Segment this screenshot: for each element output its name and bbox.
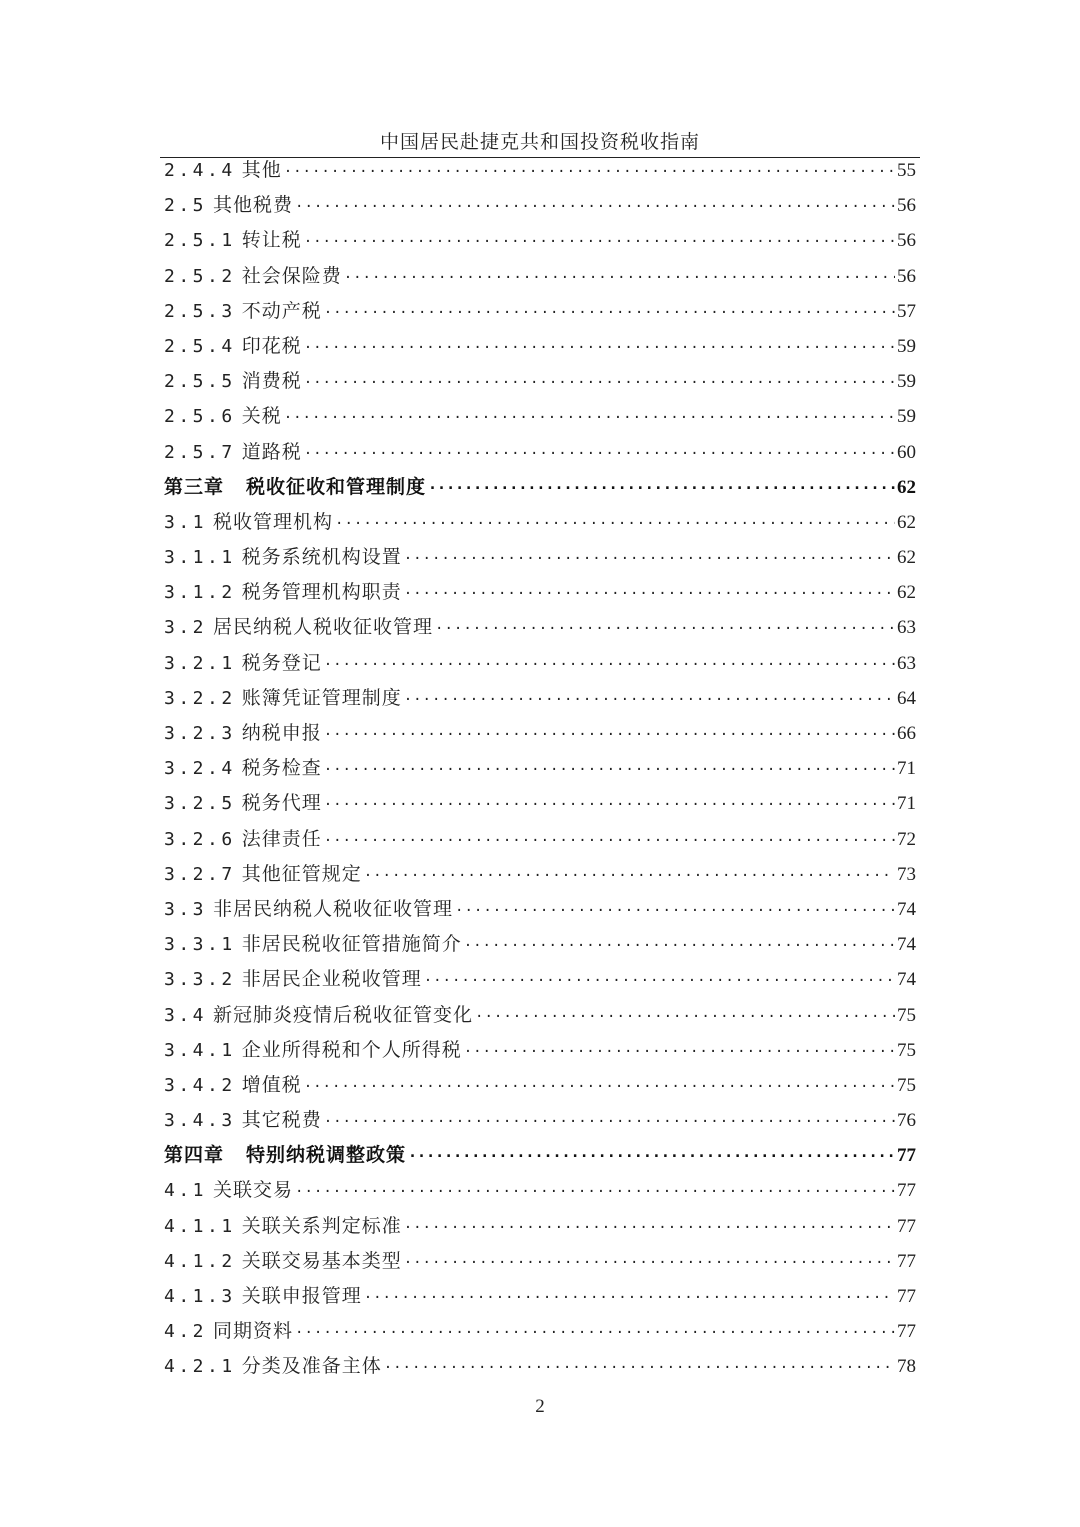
toc-dot-leader [295, 1175, 895, 1210]
toc-dot-leader [324, 788, 895, 823]
toc-dot-leader [324, 753, 895, 788]
toc-entry-page: 62 [897, 547, 916, 569]
toc-entry[interactable] [164, 329, 916, 364]
toc-entry-title: 居民纳税人税收征收管理 [213, 616, 434, 639]
toc-dot-leader [408, 1139, 895, 1174]
toc-chapter-entry[interactable] [164, 1138, 916, 1173]
toc-entry[interactable] [164, 153, 916, 188]
toc-entry-page: 66 [897, 723, 916, 744]
toc-entry-number: 4.2.1 [164, 1356, 236, 1378]
toc-dot-leader [404, 577, 895, 612]
toc-entry-page: 56 [897, 195, 916, 217]
toc-dot-leader [475, 1000, 895, 1035]
toc-entry-title: 社会保险费 [241, 264, 342, 287]
toc-entry[interactable] [164, 399, 916, 434]
toc-dot-leader [384, 1351, 895, 1386]
toc-entry-number: 3.4 [164, 1004, 208, 1026]
toc-dot-leader [404, 1211, 895, 1246]
toc-entry[interactable] [164, 1103, 916, 1138]
toc-entry-number: 3.1 [164, 511, 208, 533]
toc-entry-number: 2.5 [164, 195, 208, 217]
toc-entry[interactable] [164, 1209, 916, 1244]
toc-entry-title: 账簿凭证管理制度 [241, 686, 402, 709]
toc-entry-number: 3.4.2 [164, 1074, 236, 1096]
toc-entry-title: 税收管理机构 [213, 510, 334, 533]
toc-entry-title: 新冠肺炎疫情后税收征管变化 [213, 1003, 474, 1026]
toc-entry-page: 75 [897, 1039, 916, 1061]
toc-entry-title: 其他征管规定 [241, 862, 362, 885]
toc-entry-page: 73 [897, 863, 916, 885]
toc-entry[interactable] [164, 294, 916, 329]
toc-entry-page: 57 [897, 300, 916, 322]
toc-entry[interactable] [164, 1314, 916, 1349]
toc-dot-leader [404, 542, 895, 577]
toc-entry-page: 72 [897, 828, 916, 850]
toc-entry[interactable] [164, 998, 916, 1033]
toc-entry-page: 75 [897, 1074, 916, 1096]
toc-entry[interactable] [164, 540, 916, 575]
toc-dot-leader [404, 683, 895, 718]
toc-dot-leader [304, 225, 895, 260]
toc-entry-page: 56 [897, 265, 916, 287]
toc-entry-page: 77 [897, 1250, 916, 1272]
toc-entry-title: 税务登记 [241, 651, 322, 674]
toc-entry[interactable] [164, 505, 916, 540]
toc-entry-title: 同期资料 [213, 1320, 294, 1343]
toc-entry-number: 3.2 [164, 617, 208, 639]
toc-entry-number: 3.1.2 [164, 582, 236, 604]
toc-entry-title: 关联交易基本类型 [241, 1249, 402, 1272]
toc-entry-title: 增值税 [241, 1073, 302, 1096]
toc-entry-number: 2.5.4 [164, 335, 236, 357]
toc-entry-title: 非居民企业税收管理 [241, 968, 422, 991]
toc-entry[interactable] [164, 1033, 916, 1068]
toc-entry-number: 3.2.1 [164, 652, 236, 674]
toc-dot-leader [304, 437, 895, 472]
toc-entry-title: 特别纳税调整政策 [246, 1144, 407, 1167]
toc-entry-number: 2.4.4 [164, 160, 236, 181]
toc-entry-page: 74 [897, 934, 916, 956]
toc-entry[interactable] [164, 223, 916, 258]
toc-entry-page: 62 [897, 511, 916, 533]
toc-entry-number: 3.2.7 [164, 863, 236, 885]
toc-dot-leader [324, 1105, 895, 1140]
toc-entry-number: 3.3.1 [164, 934, 236, 956]
toc-entry-page: 64 [897, 687, 916, 709]
toc-entry-page: 77 [897, 1215, 916, 1237]
toc-entry-page: 60 [897, 441, 916, 463]
toc-entry-page: 78 [897, 1356, 916, 1378]
toc-entry[interactable] [164, 857, 916, 892]
toc-entry[interactable] [164, 1173, 916, 1208]
toc-entry-number: 4.1 [164, 1180, 208, 1202]
toc-entry-page: 56 [897, 230, 916, 252]
toc-dot-leader [455, 894, 895, 929]
toc-dot-leader [364, 859, 895, 894]
toc-dot-leader [324, 718, 895, 753]
toc-dot-leader [304, 1070, 895, 1105]
toc-entry-number: 第三章 [164, 475, 225, 498]
toc-entry-number: 3.1.1 [164, 547, 236, 569]
toc-entry[interactable] [164, 1279, 916, 1314]
toc-dot-leader [284, 401, 895, 436]
toc-chapter-entry[interactable] [164, 470, 916, 505]
toc-entry-page: 63 [897, 617, 916, 639]
toc-entry-page: 77 [897, 1145, 916, 1167]
toc-entry[interactable] [164, 259, 916, 294]
toc-entry[interactable] [164, 786, 916, 821]
toc-entry-title: 税务管理机构职责 [241, 581, 402, 604]
toc-entry[interactable] [164, 892, 916, 927]
toc-entry-number: 3.3.2 [164, 969, 236, 991]
toc-dot-leader [335, 507, 895, 542]
toc-entry[interactable] [164, 646, 916, 681]
toc-entry-title: 税收征收和管理制度 [246, 475, 427, 498]
toc-entry-number: 4.1.3 [164, 1286, 236, 1307]
toc-entry-title: 税务代理 [241, 792, 322, 815]
toc-entry-number: 4.1.2 [164, 1250, 236, 1272]
toc-dot-leader [464, 929, 895, 964]
toc-dot-leader [435, 612, 895, 647]
toc-entry[interactable] [164, 1349, 916, 1384]
toc-entry-title: 税务检查 [241, 757, 322, 780]
toc-entry[interactable] [164, 1244, 916, 1279]
toc-dot-leader [428, 471, 895, 506]
toc-entry-page: 62 [897, 582, 916, 604]
toc-entry[interactable] [164, 575, 916, 610]
toc-entry[interactable] [164, 364, 916, 399]
toc-entry-number: 3.2.6 [164, 828, 236, 850]
toc-entry-page: 77 [897, 1321, 916, 1343]
toc-entry-number: 3.2.4 [164, 758, 236, 780]
toc-entry-title: 非居民纳税人税收征收管理 [213, 897, 454, 920]
toc-entry-title: 关联申报管理 [241, 1285, 362, 1307]
toc-entry-number: 3.2.5 [164, 793, 236, 815]
toc-entry-title: 纳税申报 [241, 722, 322, 744]
toc-entry-number: 2.5.1 [164, 230, 236, 252]
toc-entry-number: 3.3 [164, 898, 208, 920]
toc-entry-title: 其他 [241, 159, 282, 181]
toc-entry-number: 3.2.2 [164, 687, 236, 709]
toc-entry-title: 不动产税 [241, 299, 322, 322]
toc-dot-leader [344, 261, 895, 296]
toc-entry[interactable] [164, 1068, 916, 1103]
toc-entry[interactable] [164, 751, 916, 786]
toc-entry[interactable] [164, 681, 916, 716]
toc-entry-number: 3.2.3 [164, 723, 236, 744]
toc-entry-title: 消费税 [241, 370, 302, 393]
toc-entry-title: 其他税费 [213, 194, 294, 217]
toc-entry-number: 2.5.2 [164, 265, 236, 287]
toc-entry[interactable] [164, 435, 916, 470]
toc-entry-title: 其它税费 [241, 1109, 322, 1132]
toc-entry-page: 59 [897, 335, 916, 357]
toc-entry-page: 62 [897, 476, 916, 498]
toc-entry-page: 71 [897, 758, 916, 780]
toc-dot-leader [324, 824, 895, 859]
toc-entry-page: 59 [897, 406, 916, 428]
toc-entry-number: 第四章 [164, 1144, 225, 1167]
toc-entry-number: 2.5.5 [164, 371, 236, 393]
page-header-title: 中国居民赴捷克共和国投资税收指南 [379, 131, 700, 153]
toc-entry[interactable] [164, 716, 916, 751]
toc-entry-number: 3.4.3 [164, 1110, 236, 1132]
toc-entry-page: 63 [897, 652, 916, 674]
toc-entry-page: 74 [897, 969, 916, 991]
toc-entry-page: 55 [897, 160, 916, 181]
toc-entry-page: 75 [897, 1004, 916, 1026]
toc-dot-leader [295, 1316, 895, 1351]
toc-entry[interactable] [164, 962, 916, 997]
toc-entry-page: 76 [897, 1110, 916, 1132]
toc-dot-leader [324, 648, 895, 683]
table-of-contents [164, 153, 916, 1385]
toc-entry-page: 59 [897, 371, 916, 393]
toc-entry-number: 4.2 [164, 1321, 208, 1343]
toc-entry-title: 企业所得税和个人所得税 [241, 1038, 462, 1061]
toc-entry-title: 印花税 [241, 334, 302, 357]
toc-entry-title: 转让税 [241, 229, 302, 252]
toc-entry-title: 关税 [241, 405, 282, 428]
toc-entry[interactable] [164, 822, 916, 857]
toc-entry-page: 74 [897, 898, 916, 920]
toc-entry[interactable] [164, 610, 916, 645]
toc-entry-page: 77 [897, 1286, 916, 1307]
toc-dot-leader [464, 1035, 895, 1070]
toc-dot-leader [404, 1246, 895, 1281]
toc-dot-leader [304, 331, 895, 366]
toc-entry-title: 法律责任 [241, 827, 322, 850]
toc-dot-leader [304, 366, 895, 401]
toc-entry-title: 分类及准备主体 [241, 1355, 382, 1378]
toc-entry-title: 税务系统机构设置 [241, 546, 402, 569]
page-number: 2 [535, 1396, 545, 1417]
toc-entry[interactable] [164, 188, 916, 223]
toc-entry-number: 2.5.6 [164, 406, 236, 428]
toc-entry-page: 77 [897, 1180, 916, 1202]
toc-dot-leader [284, 155, 895, 190]
toc-entry-number: 3.4.1 [164, 1039, 236, 1061]
toc-dot-leader [364, 1281, 895, 1316]
toc-entry-number: 2.5.7 [164, 441, 236, 463]
toc-entry-title: 非居民税收征管措施简介 [241, 933, 462, 956]
toc-dot-leader [424, 964, 895, 999]
toc-entry-page: 71 [897, 793, 916, 815]
toc-entry-number: 2.5.3 [164, 300, 236, 322]
toc-entry[interactable] [164, 927, 916, 962]
toc-dot-leader [295, 190, 895, 225]
toc-entry-title: 关联交易 [213, 1179, 294, 1202]
toc-entry-number: 4.1.1 [164, 1215, 236, 1237]
toc-entry-title: 关联关系判定标准 [241, 1214, 402, 1237]
toc-entry-title: 道路税 [241, 440, 302, 463]
toc-dot-leader [324, 296, 895, 331]
